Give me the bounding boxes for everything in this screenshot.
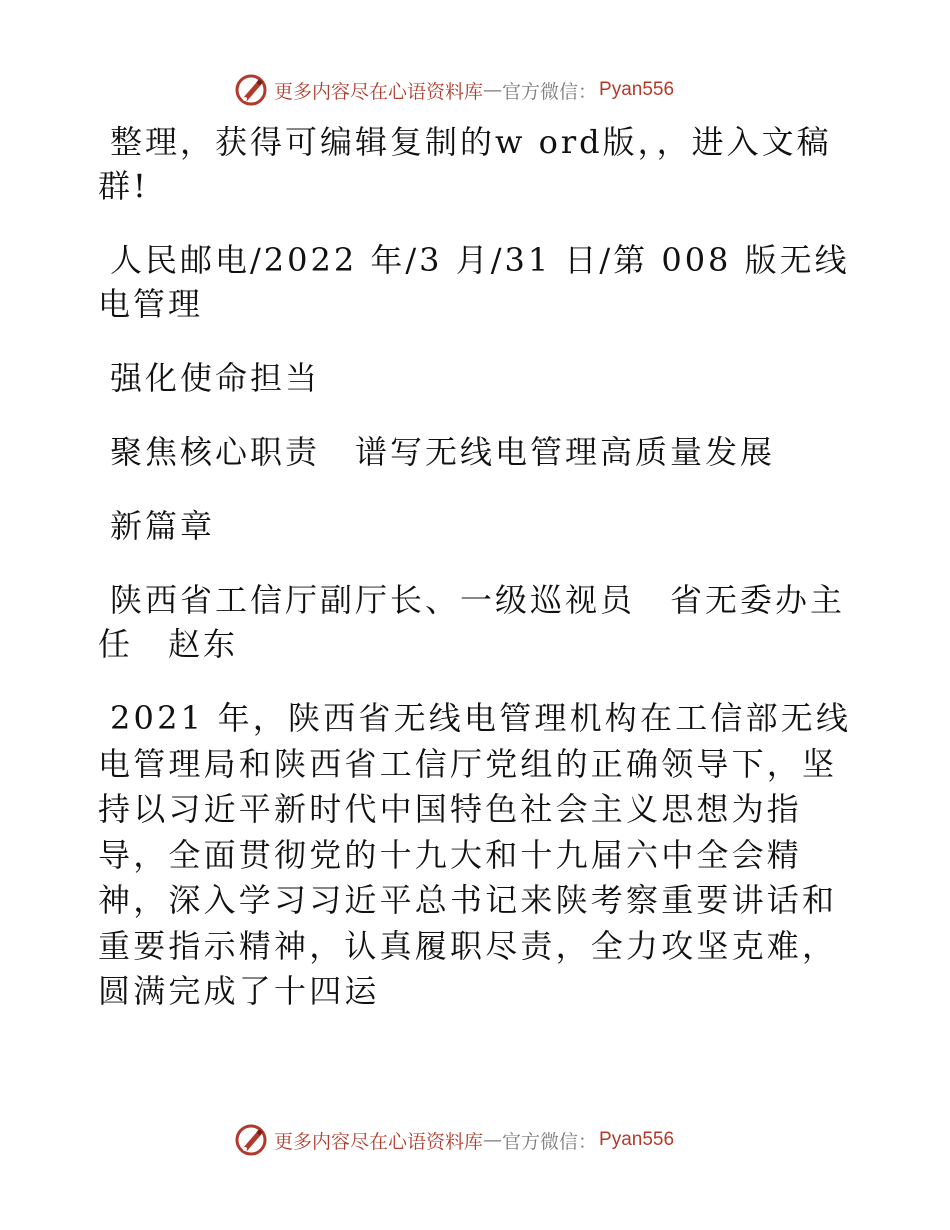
watermark-site-text: 更多内容尽在心语资料库 — [274, 1130, 484, 1153]
document-body — [98, 120, 858, 1015]
article-title-line-1: 强化使命担当 — [110, 359, 321, 397]
watermark-wechat-id: Pyan556 — [599, 1129, 675, 1150]
intro-paragraph: 整理，获得可编辑复制的w ord版，，进入文稿群! — [98, 123, 832, 205]
body-paragraph: 2021 年，陕西省无线电管理机构在工信部无线电管理局和陕西省工信厅党组的正确领导下，坚持以习近平新时代中国特色社会主义思想为指导，全面贯彻党的十九大和十九届六中全会精神，深入学习习近平总书记来陕考察重要讲话和重要指示精神，认真履职尽责，全力攻坚克难，圆满完成了十四运 — [98, 699, 852, 1010]
article-title-line-2: 聚焦核心职责 谱写无线电管理高质量发展 — [110, 433, 776, 471]
watermark-site-text: 更多内容尽在心语资料库 — [274, 80, 484, 103]
pen-circle-logo-icon — [234, 1123, 268, 1157]
footer-watermark — [234, 1122, 674, 1158]
pen-circle-logo-icon — [234, 73, 268, 107]
watermark-separator: — — [483, 79, 503, 101]
watermark-wechat-label: 官方微信： — [502, 1130, 598, 1153]
watermark-wechat-label: 官方微信： — [502, 80, 598, 103]
header-watermark — [234, 72, 674, 108]
article-title-line-3: 新篇章 — [110, 507, 216, 545]
author-line: 陕西省工信厅副厅长、一级巡视员 省无委办主任 赵东 — [98, 581, 846, 663]
watermark-separator: — — [483, 1129, 503, 1151]
source-line: 人民邮电/2022 年/3 月/31 日/第 008 版无线电管理 — [98, 241, 850, 323]
watermark-wechat-id: Pyan556 — [599, 79, 675, 100]
